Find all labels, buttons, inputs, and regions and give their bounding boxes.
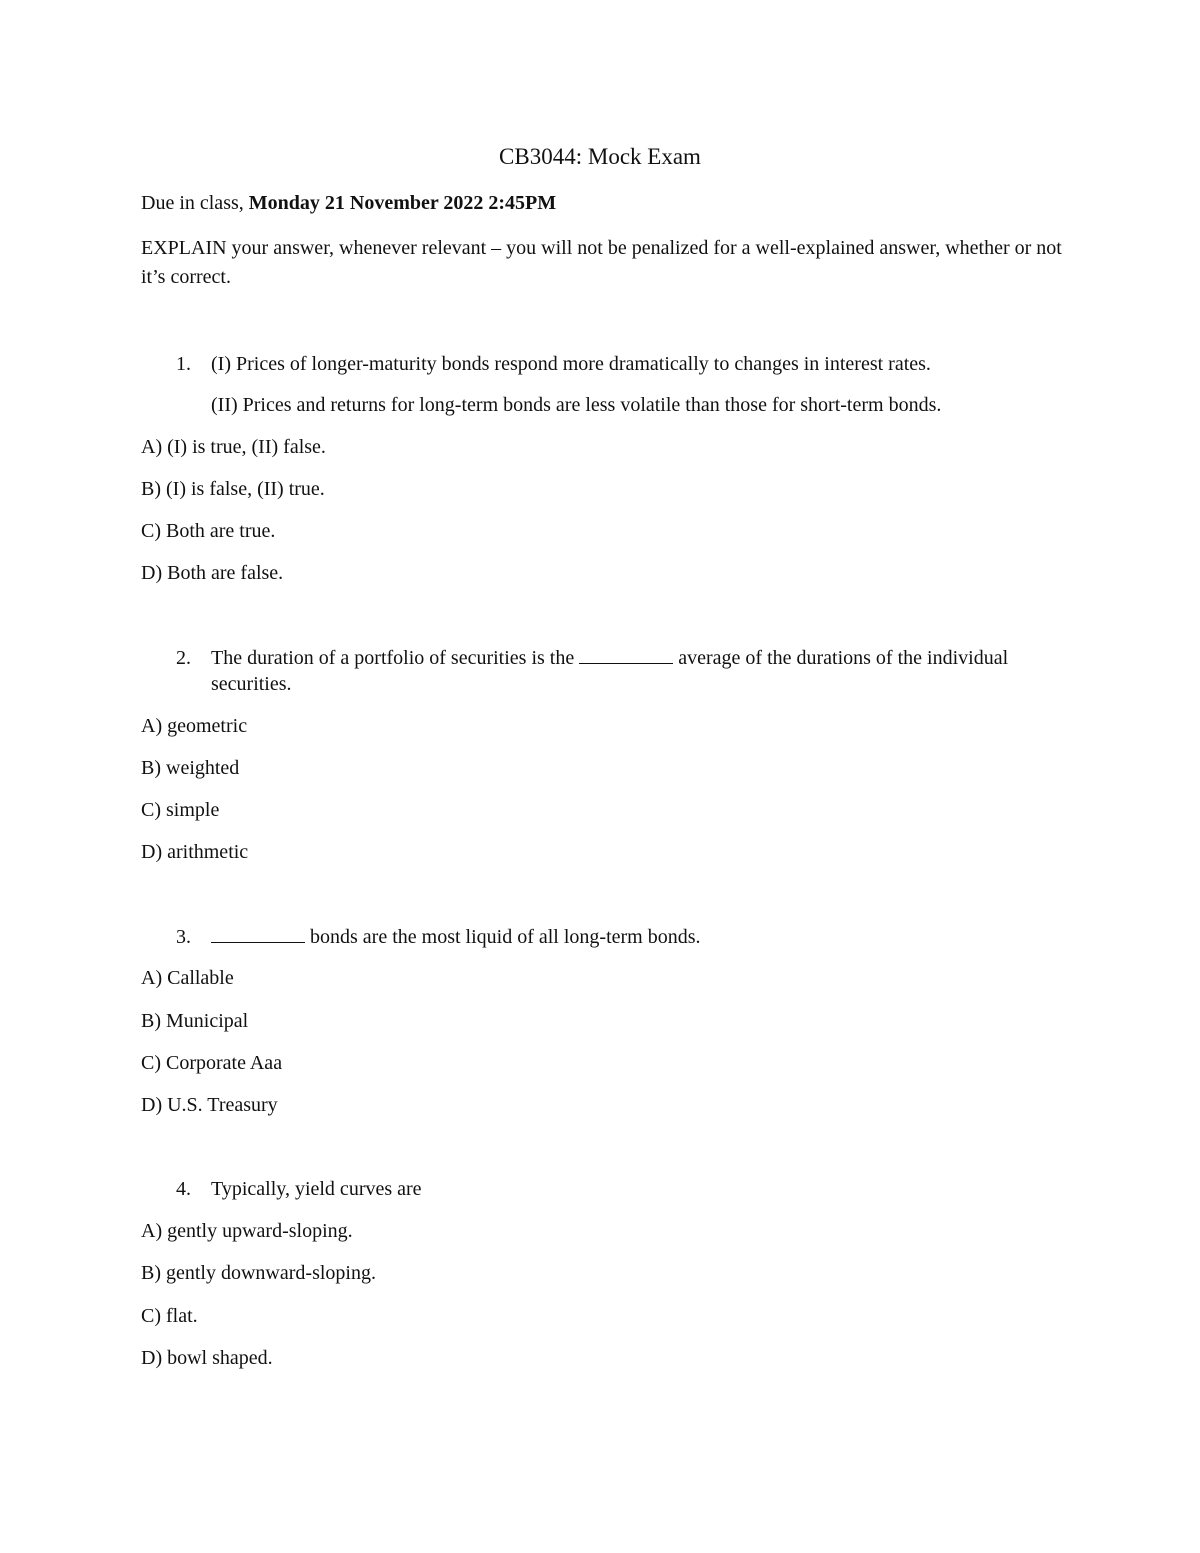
option-c: C) Both are true. <box>141 520 276 542</box>
question-text-before: The duration of a portfolio of securities is the <box>211 647 580 669</box>
option-d: D) Both are false. <box>141 562 284 584</box>
option-a: A) gently upward-sloping. <box>141 1220 353 1242</box>
due-line <box>141 189 556 217</box>
instructions: EXPLAIN your answer, whenever relevant – you will not be penalized for a well-explained answer, whether or not it’s correct. <box>141 237 1062 288</box>
option-d: D) U.S. Treasury <box>141 1094 278 1116</box>
option-c: C) simple <box>141 799 220 821</box>
option-d: D) bowl shaped. <box>141 1347 273 1369</box>
page-title: CB3044: Mock Exam <box>499 144 701 169</box>
question-text-after: average of the durations of the individual securities. <box>211 647 1009 695</box>
answer-blank <box>211 924 305 943</box>
question-number: 3. <box>176 926 191 948</box>
question-text <box>211 924 1051 950</box>
option-b: B) Municipal <box>141 1010 249 1032</box>
option-d: D) arithmetic <box>141 841 249 863</box>
due-prefix: Due in class, <box>141 192 249 214</box>
question-number: 4. <box>176 1178 191 1200</box>
option-c: C) flat. <box>141 1305 198 1327</box>
answer-blank <box>579 645 673 664</box>
question-text-after: bonds are the most liquid of all long-term bonds. <box>305 926 701 948</box>
option-a: A) Callable <box>141 967 234 989</box>
question-text <box>211 645 1051 697</box>
question-1-subtext: (II) Prices and returns for long-term bonds are less volatile than those for short-term bonds. <box>211 394 942 416</box>
option-c: C) Corporate Aaa <box>141 1052 283 1074</box>
option-b: B) (I) is false, (II) true. <box>141 478 325 500</box>
option-b: B) weighted <box>141 757 240 779</box>
question-text: Typically, yield curves are <box>211 1178 422 1200</box>
question-number: 1. <box>176 353 191 375</box>
question-text: (I) Prices of longer-maturity bonds respond more dramatically to changes in interest rates. <box>211 353 931 375</box>
question-number: 2. <box>176 647 191 669</box>
option-a: A) (I) is true, (II) false. <box>141 436 326 458</box>
option-a: A) geometric <box>141 715 248 737</box>
due-date: Monday 21 November 2022 2:45PM <box>248 192 557 214</box>
option-b: B) gently downward-sloping. <box>141 1262 376 1284</box>
